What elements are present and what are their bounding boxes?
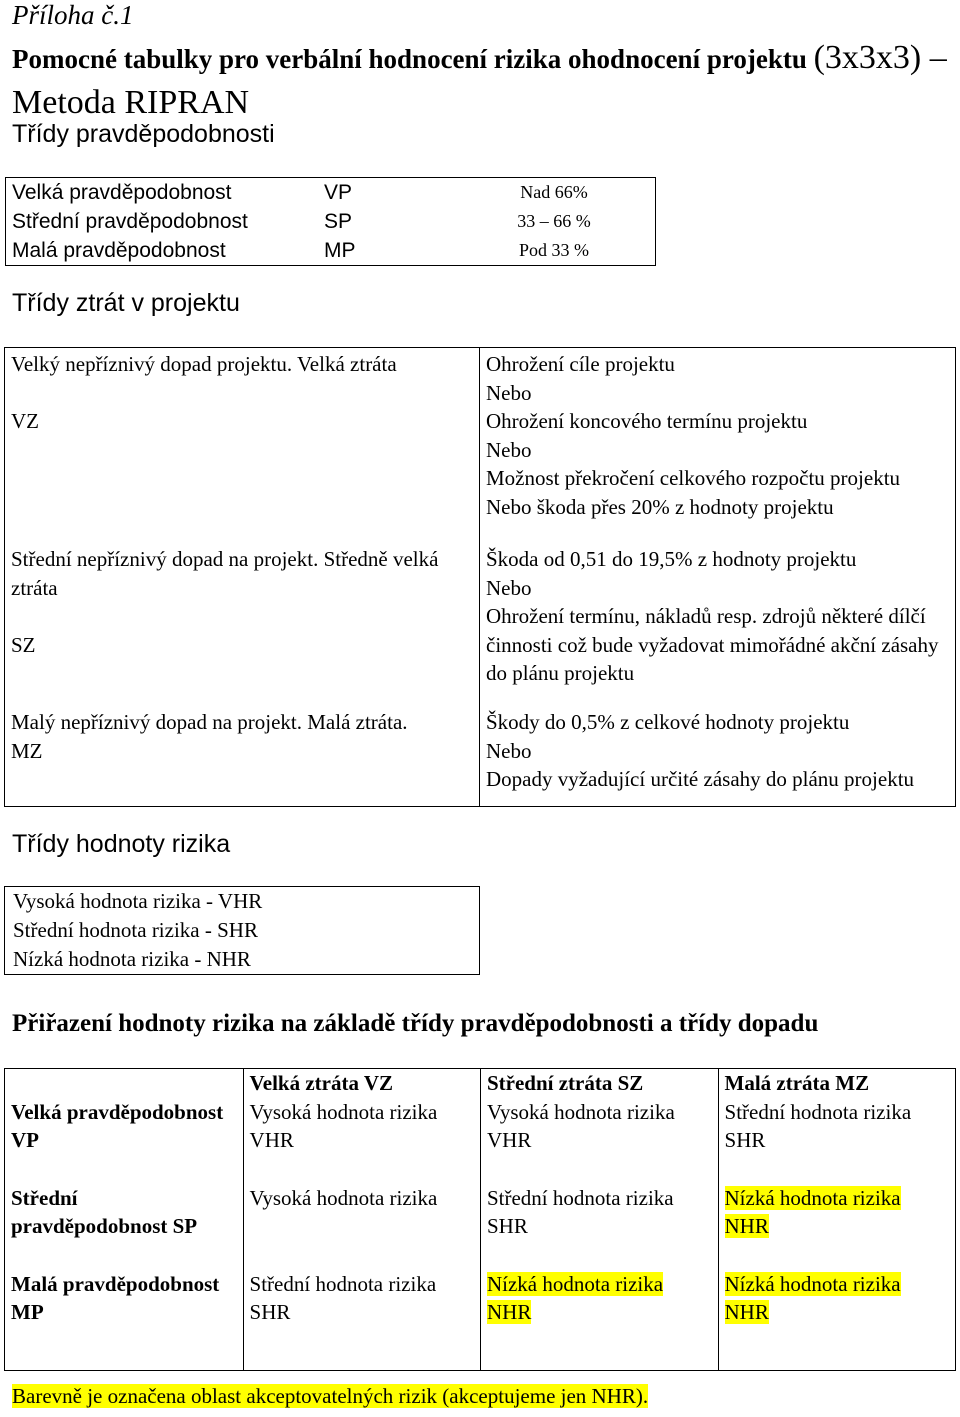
matrix-corner xyxy=(5,1069,244,1098)
table-row xyxy=(5,916,480,945)
loss-classes-heading: Třídy ztrát v projektu xyxy=(12,289,240,317)
probability-classes-heading: Třídy pravděpodobnosti xyxy=(12,120,275,148)
prob-name: Velká pravděpodobnost xyxy=(12,181,232,204)
risk-value: Střední hodnota rizika SHR xyxy=(724,1099,912,1153)
risk-value: Vysoká hodnota rizika xyxy=(249,1185,438,1210)
loss-criterion: Ohrožení cíle projektu xyxy=(486,352,675,376)
loss-criterion: Nebo xyxy=(486,437,532,462)
risk-value: Střední hodnota rizika SHR xyxy=(486,1185,674,1239)
prob-code: MP xyxy=(324,239,356,262)
prob-range: Nad 66% xyxy=(520,182,588,202)
prob-range: Pod 33 % xyxy=(518,240,589,260)
table-row xyxy=(5,348,956,544)
loss-code: SZ xyxy=(11,632,36,657)
risk-value: Vysoká hodnota rizika VHR xyxy=(486,1099,675,1153)
probability-table xyxy=(5,177,656,266)
loss-criterion: Možnost překročení celkového rozpočtu projektu xyxy=(486,466,901,491)
loss-criterion: Škoda od 0,51 do 19,5% z hodnoty projektu xyxy=(486,547,857,572)
table-row xyxy=(5,1184,956,1270)
risk-value-classes-heading: Třídy hodnoty rizika xyxy=(12,830,231,858)
prob-code: VP xyxy=(324,181,353,204)
table-row xyxy=(5,887,480,917)
matrix-cell xyxy=(718,1098,955,1184)
table-row xyxy=(5,945,480,975)
loss-description: Malý nepříznivý dopad na projekt. Malá ztráta. xyxy=(11,710,408,735)
loss-criteria-cell xyxy=(480,348,956,544)
table-row xyxy=(5,1098,956,1184)
title-text: Pomocné tabulky pro verbální hodnocení rizika ohodnocení projektu xyxy=(12,44,807,74)
prob-range: 33 – 66 % xyxy=(517,211,591,231)
loss-criteria-cell xyxy=(480,706,956,806)
table-row xyxy=(6,207,656,236)
risk-value-acceptable: Nízká hodnota rizika NHR xyxy=(486,1271,664,1325)
table-row xyxy=(5,543,956,706)
loss-criterion: Nebo xyxy=(486,575,532,600)
risk-value-acceptable: Nízká hodnota rizika NHR xyxy=(724,1271,901,1325)
matrix-cell xyxy=(718,1184,955,1270)
risk-matrix xyxy=(4,1068,956,1371)
loss-description-cell xyxy=(5,348,480,544)
loss-code: VZ xyxy=(11,409,39,434)
note-text: Barevně je označena oblast akceptovatelných rizik (akceptujeme jen NHR). xyxy=(12,1384,649,1408)
page-title xyxy=(12,36,952,126)
table-row xyxy=(5,1270,956,1371)
risk-value-item: Nízká hodnota rizika - NHR xyxy=(5,945,480,975)
risk-value-acceptable: Nízká hodnota rizika NHR xyxy=(724,1185,901,1239)
prob-name: Malá pravděpodobnost xyxy=(12,239,226,262)
loss-description: Velký nepříznivý dopad projektu. Velká ztráta xyxy=(11,352,397,376)
row-header: Střední pravděpodobnost SP xyxy=(5,1184,244,1270)
table-row xyxy=(6,178,656,208)
matrix-cell xyxy=(718,1270,955,1371)
assignment-heading: Přiřazení hodnoty rizika na základě třídy pravděpodobnosti a třídy dopadu xyxy=(12,1010,819,1037)
table-header-row xyxy=(5,1069,956,1098)
risk-value-table xyxy=(4,886,480,975)
matrix-cell xyxy=(480,1098,718,1184)
loss-criterion: Dopady vyžadující určité zásahy do plánu projektu xyxy=(486,767,915,792)
column-header: Velká ztráta VZ xyxy=(243,1069,480,1098)
loss-code: MZ xyxy=(11,738,43,763)
method-text: (3x3x3) –Metoda RIPRAN xyxy=(12,39,947,121)
matrix-cell xyxy=(243,1098,480,1184)
risk-value-item: Vysoká hodnota rizika - VHR xyxy=(5,887,480,917)
column-header: Střední ztráta SZ xyxy=(480,1069,718,1098)
matrix-cell xyxy=(480,1184,718,1270)
matrix-cell xyxy=(480,1270,718,1371)
loss-criterion: Ohrožení koncového termínu projektu xyxy=(486,409,808,434)
loss-criterion: Nebo xyxy=(486,380,532,405)
row-header: Malá pravděpodobnost MP xyxy=(5,1270,244,1371)
loss-criterion: Nebo xyxy=(486,738,532,763)
matrix-cell xyxy=(243,1270,480,1371)
column-header: Malá ztráta MZ xyxy=(718,1069,955,1098)
table-row xyxy=(5,706,956,806)
prob-code: SP xyxy=(324,210,353,233)
table-row xyxy=(6,236,656,266)
annex-label: Příloha č.1 xyxy=(12,0,134,30)
loss-description-cell xyxy=(5,706,480,806)
loss-criterion: Nebo škoda přes 20% z hodnoty projektu xyxy=(486,494,834,519)
prob-name: Střední pravděpodobnost xyxy=(12,210,248,233)
risk-value: Střední hodnota rizika SHR xyxy=(249,1271,437,1325)
loss-table xyxy=(4,347,956,807)
loss-description: Střední nepříznivý dopad na projekt. Středně velká ztráta xyxy=(11,547,439,600)
risk-value-item: Střední hodnota rizika - SHR xyxy=(5,916,480,945)
loss-description-cell xyxy=(5,543,480,706)
matrix-cell xyxy=(243,1184,480,1270)
risk-value: Vysoká hodnota rizika VHR xyxy=(249,1099,438,1153)
acceptable-risk-note xyxy=(12,1382,648,1410)
loss-criterion: Ohrožení termínu, nákladů resp. zdrojů některé dílčí činnosti což bude vyžadovat mimořádné akční zásahy do plánu projektu xyxy=(486,604,939,686)
loss-criterion: Škody do 0,5% z celkové hodnoty projektu xyxy=(486,710,850,735)
loss-criteria-cell xyxy=(480,543,956,706)
row-header: Velká pravděpodobnost VP xyxy=(5,1098,244,1184)
